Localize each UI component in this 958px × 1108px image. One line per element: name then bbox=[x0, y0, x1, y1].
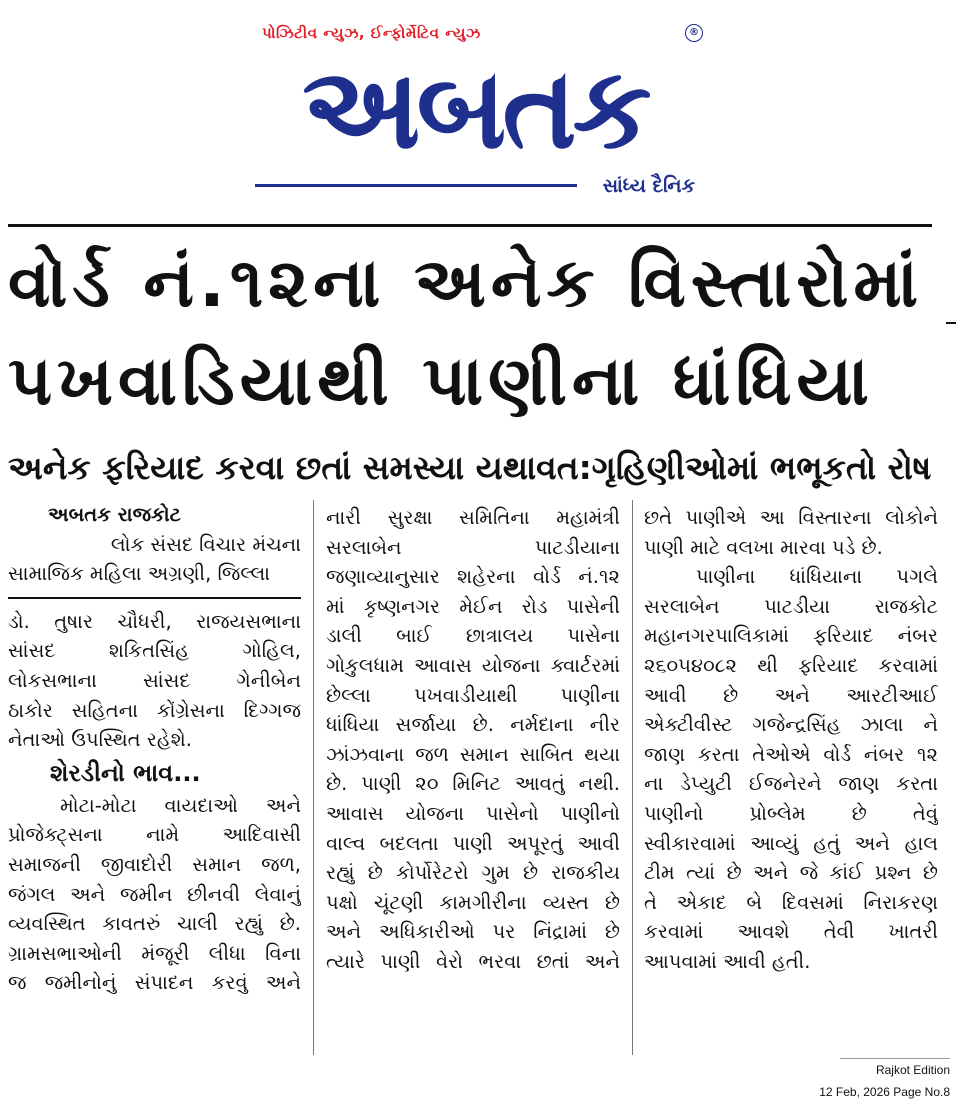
text-line: ગોકુલધામ આવાસ યોજના ક્વાર્ટરમાં bbox=[326, 653, 620, 677]
text-line: આપવામાં આવી હતી. bbox=[644, 949, 811, 973]
text-line: સ્વીકારવામાં આવ્યું હતું અને હાલ bbox=[644, 831, 938, 855]
margin-dash bbox=[946, 322, 956, 324]
text-line: ઠાકોર સહિતના કોંગ્રેસના દિગ્ગજ bbox=[8, 698, 301, 722]
text-line: જાણ કરતા તેઓએ વોર્ડ નંબર ૧૨ bbox=[644, 742, 938, 766]
logo-underline bbox=[255, 184, 577, 187]
text-line: ૨૬૦૫૪૦૮૨ થી ફરિયાદ કરવામાં bbox=[644, 653, 938, 677]
article-column-2 bbox=[326, 503, 620, 977]
text-line: એક્ટીવીસ્ટ ગજેન્દ્રસિંહ ઝાલા ને bbox=[644, 713, 938, 737]
subheadline: અનેક ફરિયાદ કરવા છતાં સમસ્યા યથાવત:ગૃહિણીઓમાં ભભૂકતો રોષ bbox=[8, 448, 932, 487]
column-separator bbox=[313, 500, 314, 1055]
text-line: છે. પાણી ૨૦ મિનિટ આવતું નથી. bbox=[326, 772, 620, 796]
footer-rule bbox=[840, 1058, 950, 1059]
column-separator bbox=[632, 500, 633, 1055]
text-line: ત્યારે પાણી વેરો ભરવા છતાં અને bbox=[326, 949, 620, 973]
text-line: પાણીના ધાંધિયાના પગલે bbox=[696, 565, 938, 589]
text-line: ગ્રામસભાઓની મંજૂરી લીધા વિના bbox=[8, 941, 301, 965]
text-line: અને અધિકારીઓ પર નિંદ્રામાં છે bbox=[326, 920, 620, 944]
text-line: સમાજની જીવાદોરી સમાન જળ, bbox=[8, 852, 301, 876]
text-line: લોકસભાના સાંસદ ગેનીબેન bbox=[8, 668, 301, 692]
text-line: પ્રોજેક્ટ્સના નામે આદિવાસી bbox=[8, 823, 301, 847]
newspaper-subtitle: સાંધ્ય દૈનિક bbox=[602, 175, 695, 197]
page-info: 12 Feb, 2026 Page No.8 bbox=[819, 1085, 950, 1099]
text-line: આવી છે અને આરટીઆઈ bbox=[644, 683, 938, 707]
headline-line-1: વોર્ડ નં.૧૨ના અનેક વિસ્તારોમાં bbox=[8, 244, 924, 323]
article-column-3 bbox=[644, 503, 938, 977]
text-line: પાણી માટે વલખા મારવા પડે છે. bbox=[644, 535, 883, 559]
text-line: મોટા-મોટા વાયદાઓ અને bbox=[60, 793, 301, 817]
text-line: તે એકાદ બે દિવસમાં નિરાકરણ bbox=[644, 890, 938, 914]
text-line: ઝાંઝવાના જળ સમાન સાબિત થયા bbox=[326, 742, 620, 766]
text-line: રહ્યું છે કોર્પોરેટરો ગુમ છે રાજકીય bbox=[326, 861, 620, 885]
text-line: વ્યવસ્થિત કાવતરું ચાલી રહ્યું છે. bbox=[8, 912, 301, 936]
newspaper-logo: અબતક bbox=[302, 44, 648, 174]
text-line: નેતાઓ ઉપસ્થિત રહેશે. bbox=[8, 728, 192, 752]
column-divider-rule bbox=[8, 597, 301, 599]
text-line: જ જમીનોનું સંપાદન કરવું અને bbox=[8, 971, 301, 995]
headline-top-rule bbox=[8, 224, 932, 227]
text-line: ડાલી બાઈ છાત્રાલય પાસેના bbox=[326, 624, 620, 648]
text-line: જણાવ્યાનુસાર શહેરના વોર્ડ નં.૧૨ bbox=[326, 565, 620, 589]
text-line: આવાસ યોજના પાસેનો પાણીનો bbox=[326, 801, 620, 825]
text-line: પાણીનો પ્રોબ્લેમ છે તેવું bbox=[644, 801, 938, 825]
text-line: કરવામાં આવશે તેવી ખાતરી bbox=[644, 920, 938, 944]
byline: અબતક રાજકોટ bbox=[48, 503, 182, 526]
text-line: નારી સુરક્ષા સમિતિના મહામંત્રી bbox=[326, 506, 620, 529]
registered-mark-icon: ® bbox=[685, 24, 703, 42]
text-line: સાંસદ શકિતસિંહ ગોહિલ, bbox=[8, 639, 301, 663]
text-line: ના ડેપ્યુટી ઈજનેરને જાણ કરતા bbox=[644, 772, 938, 796]
headline-line-2: પખવાડિયાથી પાણીના ધાંધિયા bbox=[8, 342, 874, 421]
text-line: વાલ્વ બદલતા પાણી અપૂરતું આવી bbox=[326, 831, 620, 855]
text-line: ધાંધિયા સર્જાયા છે. નર્મદાના નીર bbox=[326, 713, 620, 737]
text-line: સરલાબેન પાટડીયા રાજકોટ bbox=[644, 594, 938, 618]
text-line: જંગલ અને જમીન છીનવી લેવાનું bbox=[8, 882, 301, 906]
text-line: સામાજિક મહિલા અગ્રણી, જિલ્લા bbox=[8, 562, 270, 586]
text-line: છતે પાણીએ આ વિસ્તારના લોકોને bbox=[644, 506, 938, 529]
text-line: છેલ્લા પખવાડીયાથી પાણીના bbox=[326, 683, 620, 707]
edition-label: Rajkot Edition bbox=[875, 1063, 950, 1077]
masthead-tagline: પોઝિટીવ ન્યુઝ, ઈન્ફોર્મેટિવ ન્યુઝ bbox=[262, 24, 481, 42]
text-line: લોક સંસદ વિચાર મંચના bbox=[110, 532, 301, 556]
text-line: ટીમ ત્યાં છે અને જે કાંઈ પ્રશ્ન છે bbox=[644, 861, 938, 885]
text-line: ડો. તુષાર ચૌધરી, રાજયસભાના bbox=[8, 609, 301, 633]
article-column-1 bbox=[8, 500, 301, 998]
text-line: સરલાબેન પાટડીયાના bbox=[326, 535, 620, 559]
text-line: મહાનગરપાલિકામાં ફરિયાદ નંબર bbox=[644, 624, 938, 648]
masthead bbox=[0, 0, 958, 215]
section-subheading: શેરડીનો ભાવ... bbox=[50, 758, 201, 787]
text-line: માં કૃષ્ણનગર મેઈન રોડ પાસેની bbox=[326, 594, 620, 618]
text-line: પક્ષો ચૂંટણી કામગીરીના વ્યસ્ત છે bbox=[326, 890, 620, 914]
